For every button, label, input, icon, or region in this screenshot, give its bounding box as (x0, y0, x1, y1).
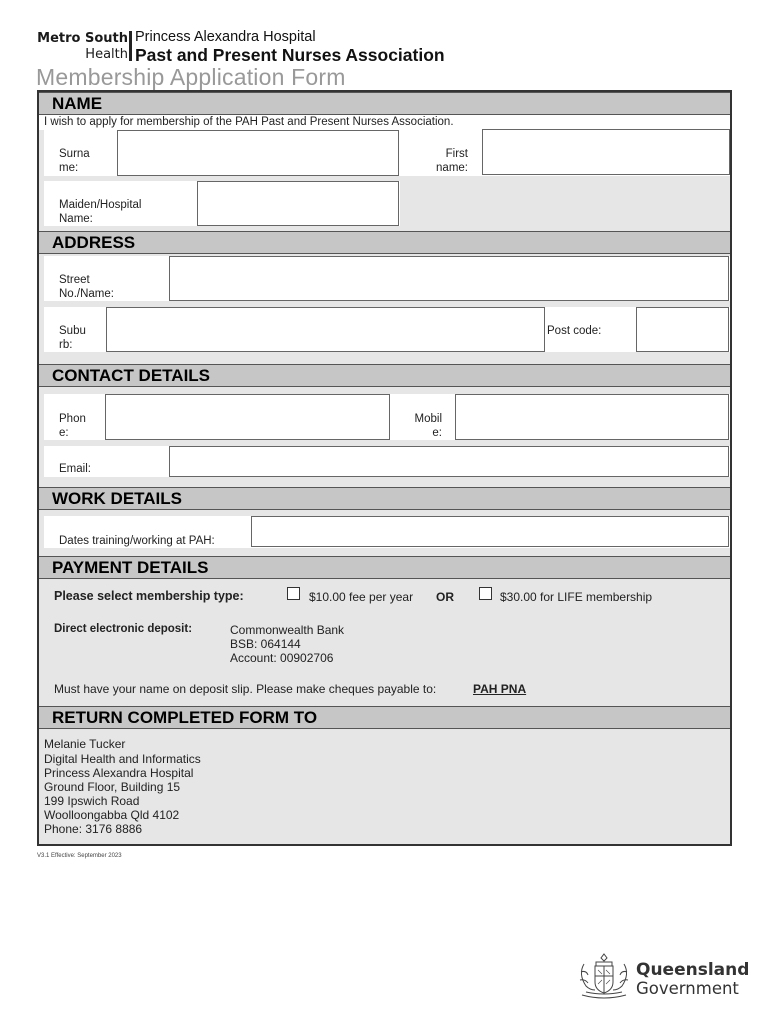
postcode-field[interactable] (636, 307, 729, 352)
life-membership-label: $30.00 for LIFE membership (500, 590, 653, 604)
association-name: Past and Present Nurses Association (135, 45, 445, 65)
membership-type-label: Please select membership type: (54, 589, 244, 603)
mobile-label: Mobil e: (414, 413, 442, 439)
metro-south-health-logo (36, 31, 128, 62)
maiden-name-label: Maiden/Hospital Name: (59, 199, 142, 225)
section-address-header (39, 231, 730, 254)
email-field[interactable] (169, 446, 729, 477)
surname-label: Surna me: (59, 148, 90, 174)
section-name-title: NAME (52, 94, 103, 113)
mobile-field[interactable] (455, 394, 729, 440)
government-wordmark: Government (636, 979, 739, 998)
account-number: Account: 00902706 (230, 651, 334, 665)
logo-line1: Metro South (37, 31, 128, 46)
dates-label: Dates training/working at PAH: (59, 535, 215, 547)
return-suburb: Woolloongabba Qld 4102 (44, 808, 180, 822)
life-membership-checkbox[interactable] (479, 587, 492, 600)
return-phone: Phone: 3176 8886 (44, 822, 143, 836)
section-payment-header (39, 556, 730, 579)
section-work-title: WORK DETAILS (52, 489, 183, 508)
suburb-field[interactable] (106, 307, 545, 352)
bsb-number: BSB: 064144 (230, 637, 301, 651)
section-name-header (39, 92, 730, 115)
return-department: Digital Health and Informatics (44, 752, 201, 766)
street-label: Street No./Name: (59, 274, 114, 300)
deposit-label: Direct electronic deposit: (54, 623, 193, 635)
suburb-label: Subu rb: (59, 325, 86, 351)
section-return-header (39, 706, 730, 729)
dates-field[interactable] (251, 516, 729, 547)
first-name-label: First name: (436, 148, 468, 174)
return-building: Ground Floor, Building 15 (44, 780, 181, 794)
logo-divider (129, 31, 132, 61)
postcode-label: Post code: (547, 325, 602, 337)
return-hospital: Princess Alexandra Hospital (44, 766, 194, 780)
version-note: V3.1 Effective: September 2023 (37, 853, 122, 859)
phone-field[interactable] (105, 394, 390, 440)
section-contact-title: CONTACT DETAILS (52, 366, 211, 385)
return-name: Melanie Tucker (44, 737, 126, 751)
payee-name: PAH PNA (473, 682, 527, 696)
section-payment-title: PAYMENT DETAILS (52, 558, 209, 577)
payment-note: Must have your name on deposit slip. Please make cheques payable to: (54, 682, 437, 696)
hospital-name: Princess Alexandra Hospital (135, 29, 316, 45)
section-address-title: ADDRESS (52, 233, 136, 252)
section-contact-header (39, 364, 730, 387)
queensland-crest-icon (576, 950, 632, 1000)
form-title: Membership Application Form (36, 64, 346, 90)
street-field[interactable] (169, 256, 729, 301)
queensland-wordmark: Queensland (636, 960, 750, 980)
email-label: Email: (59, 463, 91, 475)
section-return-title: RETURN COMPLETED FORM TO (52, 708, 318, 727)
phone-label: Phon e: (59, 413, 86, 439)
year-fee-label: $10.00 fee per year (309, 590, 414, 604)
logo-line2: Health (85, 47, 128, 62)
bank-name: Commonwealth Bank (230, 623, 345, 637)
maiden-name-field[interactable] (197, 181, 399, 226)
return-street: 199 Ipswich Road (44, 794, 140, 808)
or-label: OR (436, 590, 454, 604)
year-fee-checkbox[interactable] (287, 587, 300, 600)
name-intro-text: I wish to apply for membership of the PAH Past and Present Nurses Association. (44, 116, 454, 128)
section-work-header (39, 487, 730, 510)
first-name-field[interactable] (482, 129, 730, 175)
surname-field[interactable] (117, 130, 399, 176)
